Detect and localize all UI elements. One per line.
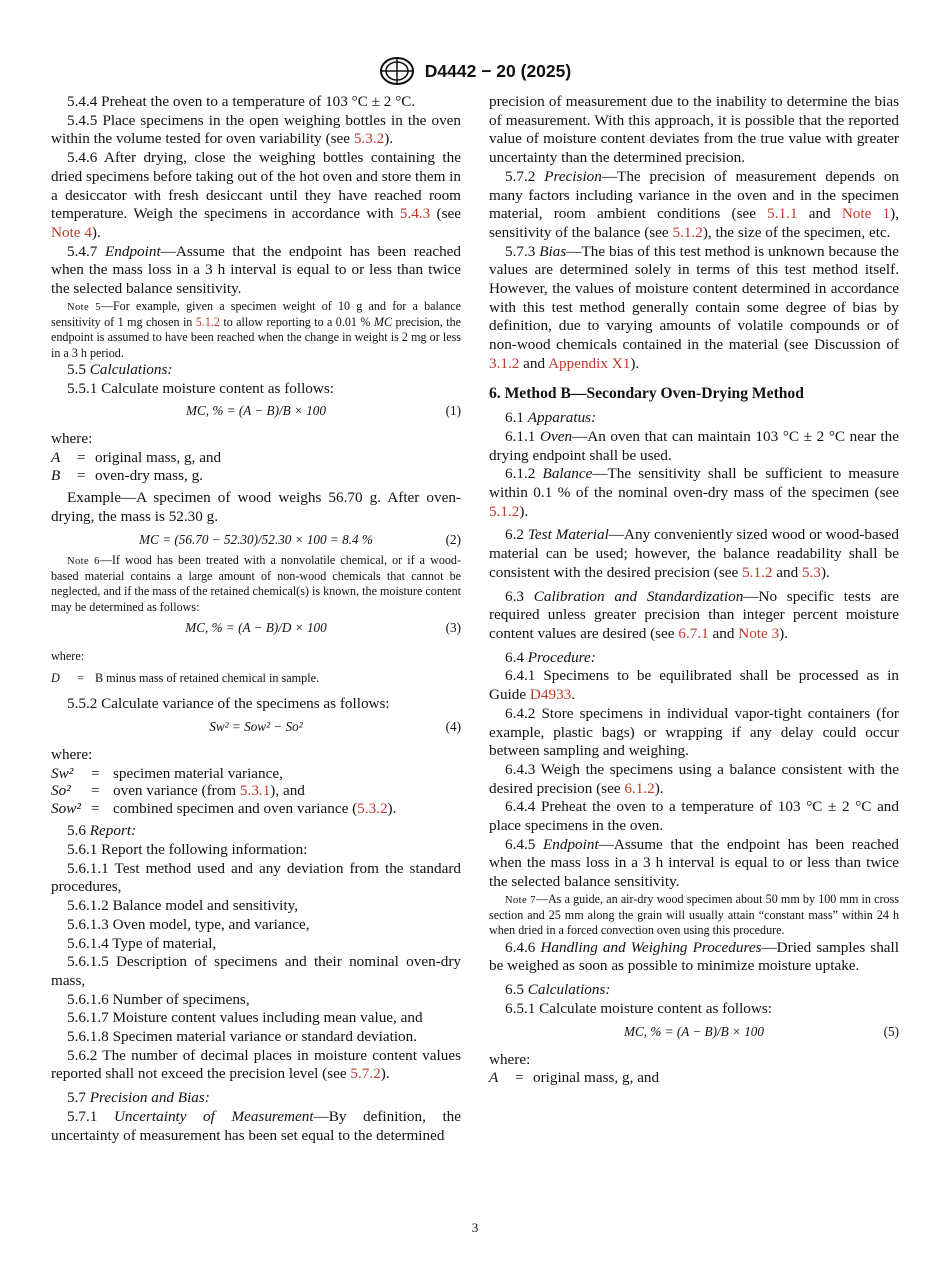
ref-link[interactable]: 3.1.2 (489, 354, 520, 372)
para-6-1-2: 6.1.2 Balance—The sensitivity shall be sufficient to measure within 0.1 % of the nominal oven-dry mass of the specimen (see 5.1.2). (489, 465, 900, 520)
para-6-4-5: 6.4.5 Endpoint—Assume that the endpoint has been reached when the mass loss in a 3 h interval is equal to or less than twice the selected balance sensitivity. (489, 835, 899, 891)
equation-2: MC = (56.70 − 52.30)/52.30 × 100 = 8.4 % (2) (139, 531, 461, 547)
heading-6-5: 6.5 Calculations: (505, 981, 611, 999)
ref-link[interactable]: Appendix X1 (548, 354, 631, 372)
ref-link[interactable]: 5.1.2 (742, 563, 773, 581)
right-column (489, 93, 899, 1087)
where-label: where: (51, 648, 85, 663)
ref-link[interactable]: 6.1.2 (624, 779, 655, 797)
para-5-6-1-2: 5.6.1.2 Balance model and sensitivity, (67, 897, 299, 915)
para-5-5-2: 5.5.2 Calculate variance of the specimens as follows: (67, 695, 390, 713)
ref-link[interactable]: 5.1.2 (489, 502, 520, 520)
para-5-4-5: 5.4.5 Place specimens in the open weighing bottles in the oven within the volume tested for oven variability (see 5.3.2). (51, 111, 461, 148)
where-label: where: (51, 745, 93, 763)
where-label: where: (51, 430, 93, 448)
heading-5-6: 5.6 Report: (67, 822, 137, 840)
definition-sw: Sw² = specimen material variance, (51, 764, 283, 782)
ref-link[interactable]: 5.3.1 (239, 782, 271, 800)
para-5-6-1-1: 5.6.1.1 Test method used and any deviation from the standard procedures, (51, 859, 461, 896)
heading-5-7: 5.7 Precision and Bias: (67, 1089, 210, 1107)
para-5-6-1-8: 5.6.1.8 Specimen material variance or standard deviation. (67, 1028, 418, 1046)
para-5-6-1-7: 5.6.1.7 Moisture content values including mean value, and (67, 1009, 423, 1027)
para-6-4-4: 6.4.4 Preheat the oven to a temperature of 103 °C ± 2 °C and place specimens in the oven. (489, 798, 899, 835)
heading-5-5: 5.5 Calculations: (67, 360, 173, 378)
heading-6-1: 6.1 Apparatus: (505, 409, 597, 427)
para-5-4-4: 5.4.4 Preheat the oven to a temperature of 103 °C ± 2 °C. (67, 93, 416, 110)
definition-a-right: A = original mass, g, and (489, 1069, 660, 1087)
ref-link[interactable]: Note 3 (738, 624, 780, 642)
page-number: 3 (471, 1220, 479, 1235)
definitions-list (51, 449, 461, 484)
para-6-2: 6.2 Test Material—Any conveniently sized wood or wood-based material can be used; however, the balance readability shall be consistent with the desired precision (see 5.1.2 and 5.3). (489, 526, 900, 581)
ref-link[interactable]: 5.4.3 (399, 205, 431, 223)
para-5-6-2: 5.6.2 The number of decimal places in moisture content values reported shall not exceed the precision level (see 5.7.2). (51, 1046, 461, 1083)
left-column (51, 93, 461, 1145)
document-id: D4442 − 20 (2025) (424, 60, 572, 81)
definition-a: A = original mass, g, and (51, 449, 222, 467)
note-6: Note 6—If wood has been treated with a nonvolatile chemical, or if a wood-based material contains a large amount of non-wood chemicals that cannot be neglected, and if the mass of the retained chemical(s) is known, the moisture content may be determined as follows: (51, 552, 461, 614)
definition-sow: Sow² = combined specimen and oven variance (5.3.2). (51, 799, 397, 817)
definition-d: D = B minus mass of retained chemical in sample. (51, 670, 320, 685)
para-5-6-1-4: 5.6.1.4 Type of material, (67, 934, 217, 952)
para-6-4-3: 6.4.3 Weigh the specimens using a balance consistent with the desired precision (see 6.1.2). (489, 760, 899, 797)
ref-link[interactable]: Note 4 (51, 223, 92, 241)
ref-link[interactable]: Note 1 (841, 205, 891, 223)
note-7: Note 7—As a guide, an air-dry wood specimen about 50 mm by 100 mm in cross section and 25 mm along the grain will usually attain “constant mass” within 24 h when dried in a forced convection oven using this procedure. (489, 891, 899, 938)
para-6-4-1: 6.4.1 Specimens to be equilibrated shall be processed as in Guide D4933. (489, 667, 899, 704)
para-6-4-2: 6.4.2 Store specimens in individual vapor-tight containers (for example, plastic bags) or wrapping if any delay could occur between sampling and weighing. (489, 704, 899, 760)
para-6-1-1: 6.1.1 Oven—An oven that can maintain 103 °C ± 2 °C near the drying endpoint shall be used. (489, 427, 899, 464)
ref-link[interactable]: 5.3.2 (357, 799, 388, 817)
para-6-3: 6.3 Calibration and Standardization—No specific tests are required unless greater precision than integer percent moisture content values are desired (see 6.7.1 and Note 3). (489, 587, 900, 642)
equation-5: MC, % = (A − B)/B × 100 (5) (624, 1023, 899, 1039)
ref-link[interactable]: D4933 (529, 686, 572, 704)
para-5-6-1-5: 5.6.1.5 Description of specimens and their nominal oven-dry mass, (51, 953, 461, 989)
para-6-5-1: 6.5.1 Calculate moisture content as follows: (505, 999, 772, 1017)
para-5-7-3: 5.7.3 Bias—The bias of this test method is unknown because the values are determined solely in terms of this test method itself. However, the values of moisture content determined in accordance with this test method generally contain some degree of bias by definition, due to varying amounts of volatile compounds or of non-wood chemicals contained in the material (see Discussion of 3.1.2 and Appendix X1). (489, 242, 900, 372)
ref-link[interactable]: 5.7.2 (350, 1065, 381, 1083)
section-6-heading: 6. Method B—Secondary Oven-Drying Method (489, 384, 804, 402)
ref-link[interactable]: 6.7.1 (678, 624, 709, 642)
ref-link[interactable]: 5.1.2 (672, 223, 703, 241)
para-5-6-1-6: 5.6.1.6 Number of specimens, (67, 990, 250, 1008)
definition-so: So² = oven variance (from 5.3.1), and (51, 782, 305, 800)
definition-b: B = oven-dry mass, g. (51, 466, 203, 484)
para-5-5-1: 5.5.1 Calculate moisture content as follows: (67, 379, 334, 397)
astm-logo-icon (379, 56, 415, 86)
page-header (0, 56, 950, 86)
para-5-4-7: 5.4.7 Endpoint—Assume that the endpoint has been reached when the mass loss in a 3 h interval is equal to or less than twice the selected balance sensitivity. (51, 242, 461, 298)
para-5-6-1-3: 5.6.1.3 Oven model, type, and variance, (67, 915, 310, 933)
para-6-4-6: 6.4.6 Handling and Weighing Procedures—Dried samples shall be weighed as soon as possible to minimize moisture uptake. (489, 938, 899, 975)
para-5-7-2: 5.7.2 Precision—The precision of measurement depends on many factors including variance in the oven and in the specimen material, room ambient conditions (see 5.1.1 and Note 1), sensitivity of the balance (see 5.1.2), the size of the specimen, etc. (489, 167, 900, 241)
ref-link[interactable]: 5.3 (801, 563, 821, 581)
example-text: Example—A specimen of wood weighs 56.70 g. After oven-drying, the mass is 52.30 g. (51, 489, 461, 525)
para-5-7-1-cont: precision of measurement due to the inability to determine the bias of measurement. With this approach, it is possible that the reported value of moisture content deviates from the true value with greater uncertainty than the determined precision. (489, 93, 899, 167)
variance-definitions (51, 765, 461, 818)
note-5: Note 5—For example, given a specimen weight of 10 g and for a balance sensitivity of 1 mg chosen in 5.1.2 to allow reporting to a 0.01 % MC precision, the endpoint is assumed to have been reached when the change in weight is 2 mg or less in a 3 h period. (51, 298, 461, 360)
ref-link[interactable]: 5.1.1 (767, 205, 798, 223)
para-5-4-6: 5.4.6 After drying, close the weighing bottles containing the dried specimens before taking out of the hot oven and store them in a desiccator with fresh desiccant until they have reached room temperature. Weigh the specimens in accordance with 5.4.3 (see Note 4). (51, 149, 461, 241)
equation-3: MC, % = (A − B)/D × 100 (3) (185, 619, 461, 635)
heading-6-4: 6.4 Procedure: (505, 648, 596, 666)
ref-link[interactable]: 5.3.2 (353, 130, 385, 148)
para-5-7-1: 5.7.1 Uncertainty of Measurement—By definition, the uncertainty of measurement has been set equal to the determined (51, 1107, 461, 1144)
para-5-6-1: 5.6.1 Report the following information: (67, 841, 308, 858)
equation-4: Sw² = Sow² − So² (4) (209, 718, 461, 734)
ref-link[interactable]: 5.1.2 (195, 315, 220, 330)
where-label: where: (489, 1050, 531, 1068)
equation-1: MC, % = (A − B)/B × 100 (1) (186, 403, 461, 419)
